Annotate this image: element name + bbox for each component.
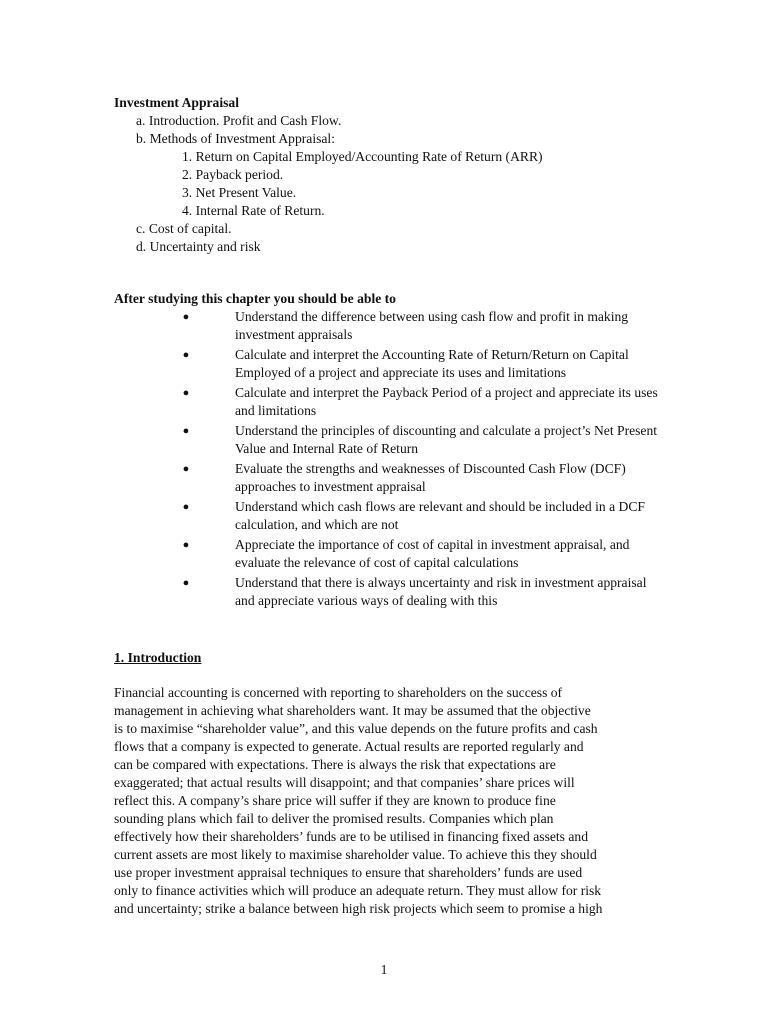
bullet-icon: ●: [182, 539, 190, 551]
contents-method-1: 1. Return on Capital Employed/Accounting Rate of Return (ARR): [182, 149, 543, 164]
paragraph-line: current assets are most likely to maximise shareholder value. To achieve this they should: [114, 847, 597, 862]
paragraph-line: reflect this. A company’s share price will suffer if they are known to produce fine: [114, 793, 556, 808]
paragraph-line: use proper investment appraisal techniques to ensure that shareholders’ funds are used: [114, 865, 583, 880]
paragraph-line: is to maximise “shareholder value”, and this value depends on the future profits and cash: [114, 721, 598, 736]
bullet-icon: ●: [182, 349, 190, 361]
objectives-list: [0, 308, 768, 612]
paragraph-line: effectively how their shareholders’ funds are to be utilised in financing fixed assets and: [114, 829, 588, 844]
contents-method-4: 4. Internal Rate of Return.: [182, 203, 325, 218]
contents-method-2: 2. Payback period.: [182, 167, 284, 182]
objectives-heading: After studying this chapter you should be able to: [114, 291, 396, 306]
objective-text: Appreciate the importance of cost of capital in investment appraisal, and evaluate the relevance of cost of capital calculations: [235, 537, 630, 570]
bullet-icon: ●: [182, 425, 190, 437]
objective-text: Understand the difference between using cash flow and profit in making investment appraisals: [235, 309, 629, 342]
objective-text: Evaluate the strengths and weaknesses of Discounted Cash Flow (DCF) approaches to investment appraisal: [235, 461, 626, 494]
paragraph-line: and uncertainty; strike a balance between high risk projects which seem to promise a high: [114, 901, 603, 916]
objective-text: Calculate and interpret the Accounting Rate of Return/Return on Capital Employed of a project and appreciate its uses and limitations: [235, 347, 629, 380]
list-item: [0, 346, 768, 384]
paragraph-line: Financial accounting is concerned with reporting to shareholders on the success of: [114, 685, 563, 700]
document-title: Investment Appraisal: [114, 95, 239, 110]
paragraph-line: can be compared with expectations. There is always the risk that expectations are: [114, 757, 556, 772]
bullet-icon: ●: [182, 311, 190, 323]
objective-text: Understand the principles of discounting and calculate a project’s Net Present Value and Internal Rate of Return: [235, 423, 658, 456]
paragraph-line: management in achieving what shareholders want. It may be assumed that the objective: [114, 703, 591, 718]
bullet-icon: ●: [182, 501, 190, 513]
contents-item-a: a. Introduction. Profit and Cash Flow.: [136, 113, 342, 128]
introduction-paragraph: [114, 684, 662, 918]
section-title-introduction: 1. Introduction: [114, 650, 202, 665]
paragraph-line: exaggerated; that actual results will disappoint; and that companies’ share prices will: [114, 775, 575, 790]
list-item: [0, 422, 768, 460]
paragraph-line: flows that a company is expected to generate. Actual results are reported regularly and: [114, 739, 584, 754]
paragraph-line: only to finance activities which will produce an adequate return. They must allow for risk: [114, 883, 602, 898]
page-number: 1: [380, 962, 388, 977]
list-item: [0, 384, 768, 422]
contents-item-c: c. Cost of capital.: [136, 221, 232, 236]
objective-text: Understand which cash flows are relevant and should be included in a DCF calculation, and which are not: [235, 499, 645, 532]
list-item: [0, 536, 768, 574]
bullet-icon: ●: [182, 463, 190, 475]
list-item: [0, 460, 768, 498]
objective-text: Calculate and interpret the Payback Period of a project and appreciate its uses and limitations: [235, 385, 658, 418]
list-item: [0, 308, 768, 346]
list-item: [0, 574, 768, 612]
bullet-icon: ●: [182, 387, 190, 399]
paragraph-line: sounding plans which fail to deliver the promised results. Companies which plan: [114, 811, 554, 826]
contents-item-b: b. Methods of Investment Appraisal:: [136, 131, 335, 146]
list-item: [0, 498, 768, 536]
objective-text: Understand that there is always uncertainty and risk in investment appraisal and appreciate various ways of dealing with this: [235, 575, 647, 608]
contents-method-3: 3. Net Present Value.: [182, 185, 297, 200]
bullet-icon: ●: [182, 577, 190, 589]
contents-item-d: d. Uncertainty and risk: [136, 239, 261, 254]
